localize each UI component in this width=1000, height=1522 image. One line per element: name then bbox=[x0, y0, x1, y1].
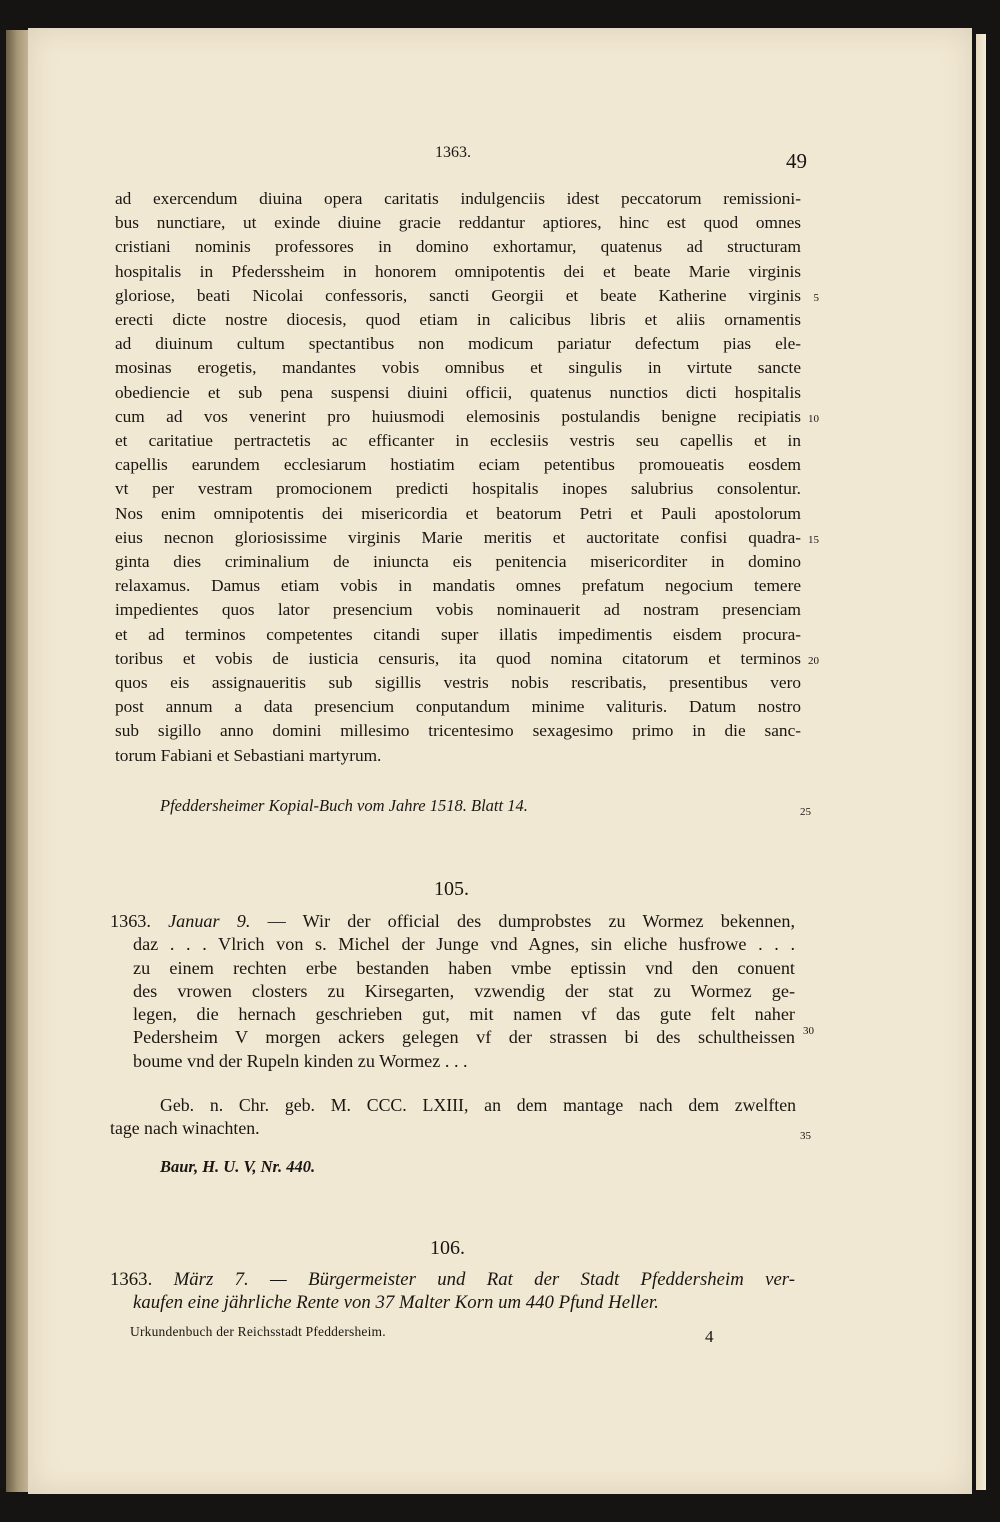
text-line: tage nach winachten. bbox=[110, 1118, 260, 1138]
running-head-year: 1363. bbox=[435, 144, 471, 161]
line-number: 30 bbox=[803, 1025, 814, 1037]
continuation-text bbox=[115, 187, 819, 768]
text-line: legen, die hernach geschrieben gut, mit namen vf das gute felt naher bbox=[133, 1004, 795, 1025]
text-line: boume vnd der Rupeln kinden zu Wormez . . . bbox=[133, 1050, 468, 1071]
text-line: sub sigillo anno domini millesimo tricentesimo sexagesimo primo in die sanc- bbox=[115, 721, 801, 741]
dating-clause bbox=[110, 1094, 796, 1140]
document-year: 1363. bbox=[110, 911, 151, 931]
text-line: vt per vestram promocionem predicti hospitalis inopes salubrius consolentur. bbox=[115, 479, 801, 499]
document-number: 105. bbox=[434, 878, 469, 900]
document-date: Januar 9. bbox=[168, 911, 251, 931]
text-line: bus nunctiare, ut exinde diuine gracie reddantur aptiores, hinc est quod omnes bbox=[115, 213, 801, 233]
text-line: Geb. n. Chr. geb. M. CCC. LXIII, an dem mantage nach dem zwelften bbox=[160, 1095, 796, 1115]
page-number: 49 bbox=[786, 149, 807, 173]
regest-text: kaufen eine jährliche Rente von 37 Malter Korn um 440 Pfund Heller. bbox=[133, 1292, 659, 1314]
text-line: quos eis assignaueritis sub sigillis vestris nobis rescribatis, presentibus vero bbox=[115, 673, 801, 693]
text-line: hospitalis in Pfederssheim in honorem omnipotentis dei et beate Marie virginis bbox=[115, 261, 801, 281]
document-year: 1363. bbox=[110, 1269, 153, 1290]
document-number: 106. bbox=[430, 1237, 465, 1259]
text-line: Pedersheim V morgen ackers gelegen vf der strassen bi des schultheissen bbox=[133, 1027, 795, 1048]
document-heading-line bbox=[110, 1268, 795, 1291]
text-line-with-number bbox=[115, 647, 819, 671]
text-line-content: eius necnon gloriosissime virginis Marie meritis et auctoritate confisi quadra- bbox=[115, 527, 801, 547]
text-line-with-number bbox=[115, 526, 819, 550]
text-line: torum Fabiani et Sebastiani martyrum. bbox=[115, 745, 382, 765]
running-head bbox=[80, 117, 807, 173]
text-line: zu einem rechten erbe bestanden haben vmbe eptissin vnd den conuent bbox=[133, 957, 795, 978]
line-number: 25 bbox=[800, 806, 811, 818]
text-line: Nos enim omnipotentis dei misericordia et beatorum Petri et Pauli apostolorum bbox=[115, 503, 801, 523]
document-105-text bbox=[110, 910, 796, 1073]
document-106-regest bbox=[110, 1268, 795, 1315]
text-line: impedientes quos lator presencium vobis nominauerit ad nostram presenciam bbox=[115, 600, 801, 620]
text-line-with-number bbox=[115, 284, 819, 308]
document-heading-line bbox=[110, 910, 795, 933]
text-line-content: toribus et vobis de iusticia censuris, ita quod nomina citatorum et terminos bbox=[115, 648, 801, 668]
text-line-content: gloriose, beati Nicolai confessoris, sancti Georgii et beate Katherine virginis bbox=[115, 285, 801, 305]
line-number: 15 bbox=[808, 533, 819, 546]
text-line: des vrowen closters zu Kirsegarten, vzwendig der stat zu Wormez ge- bbox=[133, 980, 795, 1001]
text-line: et ad terminos competentes citandi super illatis impedimentis eisdem procura- bbox=[115, 624, 801, 644]
text-line: erecti dicte nostre diocesis, quod etiam in calicibus libris et aliis ornamentis bbox=[115, 310, 801, 330]
regest-text: — Bürgermeister und Rat der Stadt Pfeddersheim ver- bbox=[270, 1269, 795, 1290]
text-line: cristiani nominis professores in domino exhortamur, quatenus ad structuram bbox=[115, 237, 801, 257]
text-line: obediencie et sub pena suspensi diuini officii, quatenus nunctios dicti hospitalis bbox=[115, 382, 801, 402]
text-line: ad exercendum diuina opera caritatis indulgenciis idest peccatorum remissioni- bbox=[115, 189, 801, 208]
text-line: daz . . . Vlrich von s. Michel der Junge vnd Agnes, sin eliche husfrowe . . . bbox=[133, 934, 795, 955]
line-number: 5 bbox=[813, 291, 819, 304]
signature-mark: 4 bbox=[705, 1327, 714, 1346]
text-line: ad diuinum cultum spectantibus non modicum pariatur defectum pias ele- bbox=[115, 334, 801, 354]
text-line-content: — Wir der official des dumprobstes zu Wormez bekennen, bbox=[267, 911, 796, 931]
page-footer bbox=[130, 1324, 730, 1346]
document-date: März 7. bbox=[173, 1269, 249, 1290]
book-title: Urkundenbuch der Reichsstadt Pfeddersheim. bbox=[130, 1324, 386, 1339]
text-line-with-number bbox=[115, 405, 819, 429]
page-edge bbox=[976, 34, 986, 1490]
text-line: ginta dies criminalium de iniuncta eis penitencia misericorditer in domino bbox=[115, 552, 801, 572]
source-citation: Baur, H. U. V, Nr. 440. bbox=[160, 1157, 316, 1176]
text-line-content: cum ad vos venerint pro huiusmodi elemosinis postulandis benigne recipiatis bbox=[115, 406, 801, 426]
line-number: 35 bbox=[800, 1130, 811, 1142]
text-line: relaxamus. Damus etiam vobis in mandatis omnes prefatum negocium temere bbox=[115, 576, 801, 596]
text-line: capellis earundem ecclesiarum hostiatim eciam petentibus promoueatis eosdem bbox=[115, 455, 801, 475]
text-line: post annum a data presencium conputandum minime valituris. Datum nostro bbox=[115, 697, 801, 717]
text-line: et caritatiue pertractetis ac efficanter in ecclesiis vestris seu capellis et in bbox=[115, 431, 801, 451]
text-line: mosinas erogetis, mandantes vobis omnibus et singulis in virtute sancte bbox=[115, 358, 801, 378]
line-number: 20 bbox=[808, 654, 819, 667]
line-number: 10 bbox=[808, 412, 819, 425]
source-citation: Pfeddersheimer Kopial-Buch vom Jahre 1518. Blatt 14. bbox=[160, 796, 528, 815]
